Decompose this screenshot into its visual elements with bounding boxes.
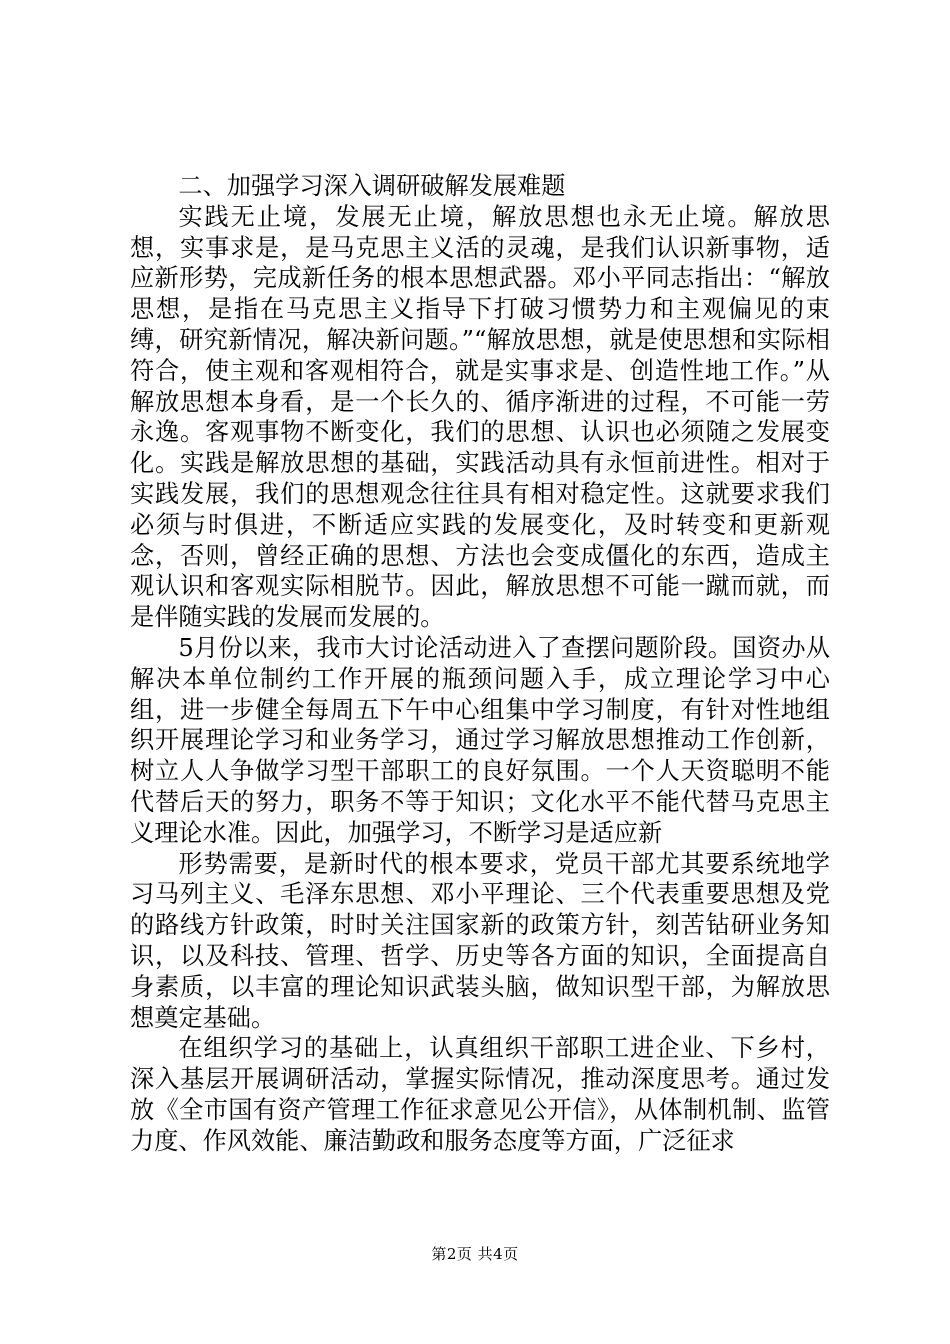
paragraph-4: 在组织学习的基础上，认真组织干部职工进企业、下乡村，深入基层开展调研活动，掌握实际情况，推动深度思考。通过发放《全市国有资产管理工作征求意见公开信》，从体制机制、监管力度、作风效能、廉洁勤政和服务态度等方面，广泛征求 bbox=[130, 1034, 830, 1155]
paragraph-3: 形势需要，是新时代的根本要求，党员干部尤其要系统地学习马列主义、毛泽东思想、邓小平理论、三个代表重要思想及党的路线方针政策，时时关注国家新的政策方针，刻苦钻研业务知识，以及科技、管理、哲学、历史等各方面的知识，全面提高自身素质，以丰富的理论知识武装头脑，做知识型干部，为解放思想奠定基础。 bbox=[130, 849, 830, 1032]
paragraph-2: 5月份以来，我市大讨论活动进入了查摆问题阶段。国资办从解决本单位制约工作开展的瓶颈问题入手，成立理论学习中心组，进一步健全每周五下午中心组集中学习制度，有针对性地组织开展理论学习和业务学习，通过学习解放思想推动工作创新，树立人人争做学习型干部职工的良好氛围。一个人天资聪明不能代替后天的努力，职务不等于知识；文化水平不能代替马克思主义理论水准。因此，加强学习，不断学习是适应新 bbox=[130, 633, 830, 847]
page-number-footer: 第2页 共4页 bbox=[431, 1245, 519, 1263]
section-heading: 二、加强学习深入调研破解发展难题 bbox=[178, 172, 566, 200]
paragraph-1: 实践无止境，发展无止境，解放思想也永无止境。解放思想，实事求是，是马克思主义活的灵魂，是我们认识新事物，适应新形势，完成新任务的根本思想武器。邓小平同志指出：“解放思想，是指在马克思主义指导下打破习惯势力和主观偏见的束缚，研究新情况，解决新问题。”“解放思想，就是使思想和实际相符合，使主观和客观相符合，就是实事求是、创造性地工作。”从解放思想本身看，是一个长久的、循序渐进的过程，不可能一劳永逸。客观事物不断变化，我们的思想、认识也必须随之发展变化。实践是解放思想的基础，实践活动具有永恒前进性。相对于实践发展，我们的思想观念往往具有相对稳定性。这就要求我们必须与时俱进，不断适应实践的发展变化，及时转变和更新观念，否则，曾经正确的思想、方法也会变成僵化的东西，造成主观认识和客观实际相脱节。因此，解放思想不可能一蹴而就，而是伴随实践的发展而发展的。 bbox=[130, 202, 830, 632]
document-body bbox=[130, 171, 830, 1157]
